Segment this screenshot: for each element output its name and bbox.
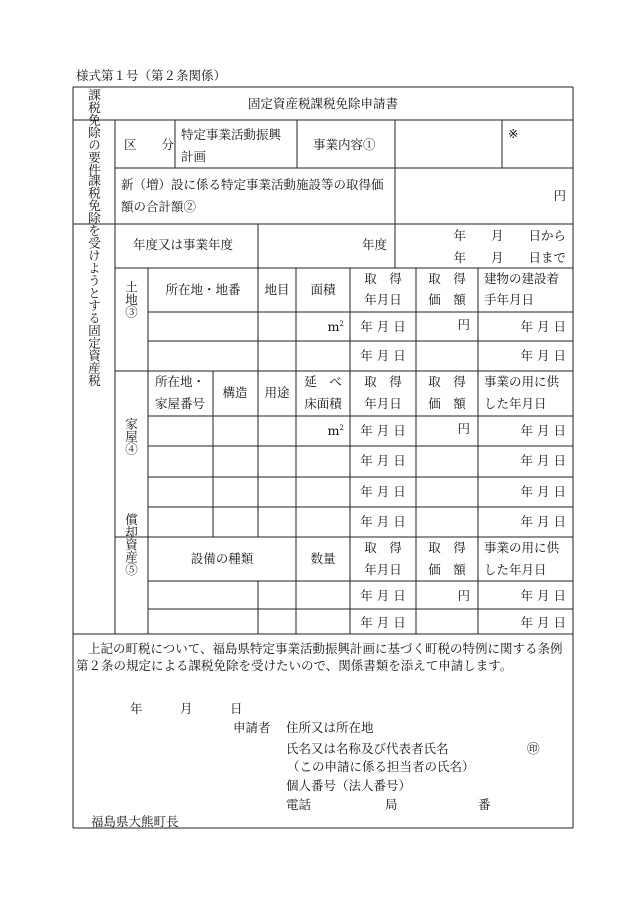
house-header-biz-use-1: 事業の用に供 [484, 374, 560, 389]
land-acq-date: 年 月 日 [360, 348, 406, 363]
land-header-build-start-1: 建物の建設着 [484, 271, 560, 286]
house-header-location-1: 所在地・ [155, 374, 206, 389]
seal-mark: ㊞ [527, 741, 540, 756]
addressee: 福島県大熊町長 [91, 814, 179, 829]
house-header-biz-use-2: した年月日 [484, 396, 547, 411]
dep-row-2 [360, 615, 566, 630]
contact-person: （この申請に係る担当者の氏名） [287, 759, 475, 774]
cost-unit: 円 [553, 188, 566, 203]
house-price-unit: 円 [457, 421, 470, 436]
cost-label-line2: 額の合計額② [121, 199, 197, 214]
depreciable-label: 償却資産⑤ [123, 512, 139, 576]
house-biz-date: 年 月 日 [520, 423, 566, 438]
dep-header-biz-use-1: 事業の用に供 [484, 540, 560, 555]
house-header-floor-2: 床面積 [304, 396, 342, 411]
house-acq-date: 年 月 日 [360, 423, 406, 438]
form-title: 固定資産税課税免除申請書 [247, 96, 399, 111]
house-header-acq-price-1: 取 得 [428, 374, 466, 389]
dep-header-acq-date-1: 取 得 [364, 540, 402, 555]
house-row-4 [360, 514, 566, 529]
dep-header-equipment: 設備の種類 [190, 551, 254, 566]
requirements-label-text: 課税免除の要件 [86, 88, 102, 176]
dep-header-acq-date-2: 年月日 [364, 562, 402, 577]
declaration-text: 上記の町税について、福島県特定事業活動振興計画に基づく町税の特例に関する条例第２条の規定による課税免除を受けたいので、関係書類を添えて申請します。 [76, 641, 563, 673]
land-build-date: 年 月 日 [520, 319, 566, 334]
house-label: 家屋④ [123, 417, 139, 455]
dep-header-quantity: 数量 [310, 551, 336, 566]
land-row-2 [360, 348, 566, 363]
dep-acq-date: 年 月 日 [360, 588, 406, 603]
applicant-label: 申請者 [233, 720, 271, 735]
house-header-floor-1: 延 べ [304, 374, 342, 389]
land-header-build-start-2: 手年月日 [484, 292, 535, 307]
house-header-acq-price-2: 価 額 [428, 396, 466, 411]
division-label: 区 分 [124, 137, 175, 152]
dep-header-acq-price-2: 価 額 [428, 562, 466, 577]
land-label: 土地③ [123, 280, 139, 318]
target-label: 課税免除を受けようとする固定資産税 [86, 173, 102, 387]
requirements-label [87, 88, 102, 176]
house-header-acq-date-1: 取 得 [364, 374, 402, 389]
house-area-unit: $m^2$ [327, 423, 344, 438]
division-value-line1: 特定事業活動振興 [181, 127, 282, 142]
land-price-unit: 円 [457, 317, 470, 332]
cost-label-line1: 新（増）設に係る特定事業活動施設等の取得価 [121, 177, 384, 192]
period-from: 年 月 日から [453, 228, 566, 243]
dep-price-unit: 円 [457, 588, 470, 603]
house-header-use: 用途 [264, 385, 290, 400]
land-row-1 [328, 317, 566, 334]
applicant-name: 氏名又は名称及び代表者氏名 [286, 741, 449, 756]
house-header-acq-date-2: 年月日 [364, 396, 402, 411]
house-acq-date: 年 月 日 [360, 514, 406, 529]
land-header-acq-price-2: 価 額 [428, 292, 466, 307]
land-area-unit: $m^2$ [327, 319, 344, 334]
land-build-date: 年 月 日 [520, 348, 566, 363]
dep-biz-date: 年 月 日 [520, 588, 566, 603]
dep-biz-date: 年 月 日 [520, 615, 566, 630]
form-number: 様式第１号（第２条関係） [76, 68, 227, 83]
house-header-location-2: 家屋番号 [155, 396, 206, 411]
personal-number: 個人番号（法人番号） [286, 778, 412, 793]
note-mark: ※ [508, 126, 519, 141]
phone-number: 番 [478, 797, 491, 812]
division-value-line2: 計画 [181, 149, 207, 164]
house-biz-date: 年 月 日 [520, 453, 566, 468]
dep-row-1 [360, 588, 566, 603]
land-acq-date: 年 月 日 [360, 319, 406, 334]
land-header-category: 地目 [264, 282, 290, 297]
house-biz-date: 年 月 日 [520, 484, 566, 499]
land-header-area: 面積 [310, 282, 336, 297]
phone-exchange: 局 [385, 797, 398, 812]
house-acq-date: 年 月 日 [360, 484, 406, 499]
house-biz-date: 年 月 日 [520, 514, 566, 529]
year-suffix: 年度 [362, 237, 388, 252]
land-header-acq-date-2: 年月日 [364, 292, 402, 307]
applicant-address: 住所又は所在地 [286, 720, 374, 735]
land-header-acq-date-1: 取 得 [364, 271, 402, 286]
land-header-acq-price-1: 取 得 [428, 271, 466, 286]
house-row-3 [360, 484, 566, 499]
house-row-2 [360, 453, 566, 468]
dep-acq-date: 年 月 日 [360, 615, 406, 630]
date-line: 年 月 日 [130, 701, 243, 716]
phone-label: 電話 [286, 797, 312, 812]
dep-header-acq-price-1: 取 得 [428, 540, 466, 555]
fiscal-year-label: 年度又は事業年度 [133, 237, 234, 252]
house-header-structure: 構造 [222, 385, 248, 400]
house-acq-date: 年 月 日 [360, 453, 406, 468]
dep-header-biz-use-2: した年月日 [484, 562, 547, 577]
business-content-label: 事業内容① [313, 137, 376, 152]
period-to: 年 月 日まで [453, 250, 566, 265]
land-header-location: 所在地・地番 [165, 282, 241, 297]
house-row-1 [328, 421, 566, 438]
